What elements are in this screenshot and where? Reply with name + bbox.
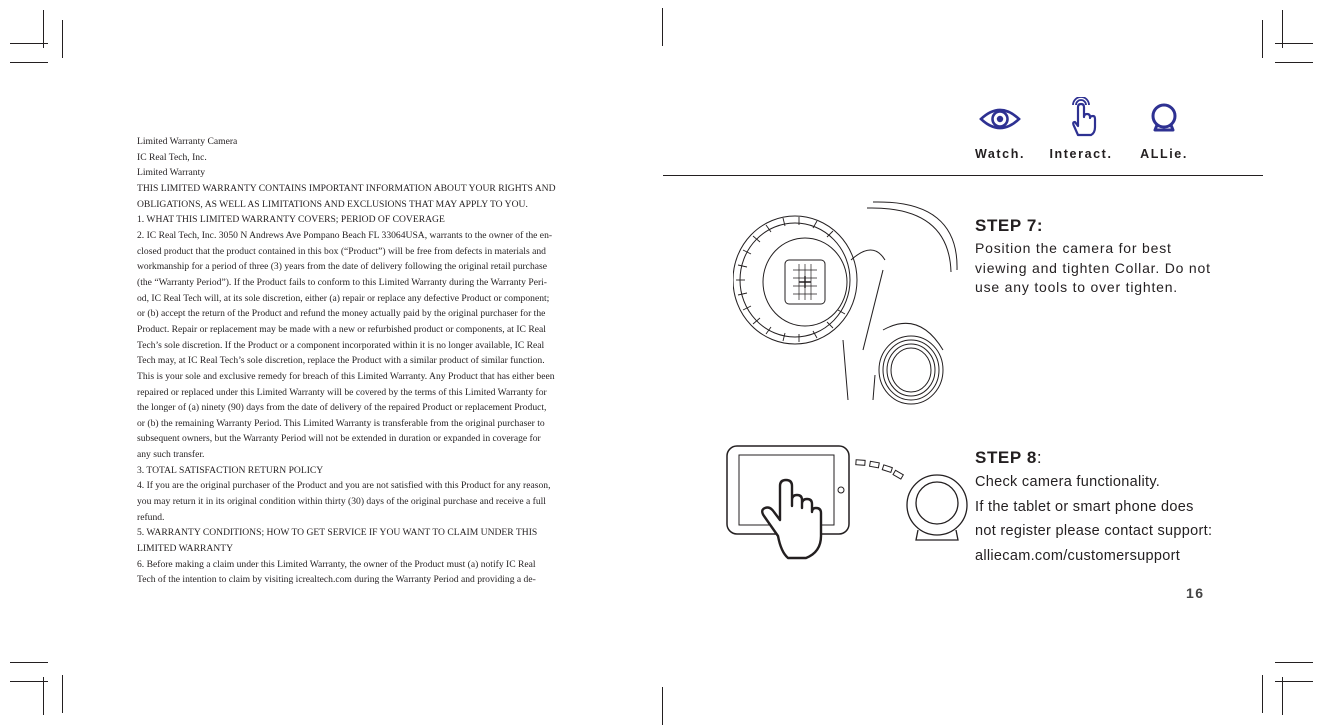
crop-mark — [1262, 675, 1263, 713]
legal-line: Product. Repair or replacement may be made with a new or refurbished product or components, at IC Real — [137, 323, 546, 335]
step-7 — [975, 216, 1275, 298]
page-number: 16 — [1186, 585, 1205, 601]
legal-line: 6. Before making a claim under this Limited Warranty, the owner of the Product must (a) notify IC Real — [137, 558, 536, 570]
crop-mark — [1275, 62, 1313, 63]
legal-line: Tech’s sole discretion. If the Product or a component incorporated within it is no longer available, IC Real — [137, 339, 545, 351]
legal-line: workmanship for a period of three (3) years from the date of delivery following the original retail purchase — [137, 261, 547, 273]
crop-mark — [43, 10, 44, 48]
legal-line: any such transfer. — [137, 449, 205, 461]
legal-line: Tech may, at IC Real Tech’s sole discretion, replace the Product with a similar product of similar function. — [137, 355, 545, 367]
touch-icon — [1060, 97, 1102, 137]
step-8-line: If the tablet or smart phone does — [975, 498, 1194, 515]
legal-line: 3. TOTAL SATISFACTION RETURN POLICY — [137, 464, 324, 476]
legal-line: Limited Warranty Camera — [137, 136, 238, 147]
step-7-instructions: Position the camera for best viewing and tighten Collar. Do not use any tools to over tighten. — [975, 240, 1211, 295]
crop-mark — [1262, 20, 1263, 58]
brand-label: Watch. — [974, 147, 1026, 161]
legal-line: This is your sole and exclusive remedy for breach of this Limited Warranty. Any Product that has either been — [137, 370, 555, 382]
brand-tagline — [960, 97, 1200, 167]
legal-line: closed product that the product contained in this box (“Product”) will be free from defects in materials and — [137, 245, 546, 257]
crop-mark — [1275, 662, 1313, 663]
brand-item-allie — [1124, 97, 1204, 161]
legal-line: 4. If you are the original purchaser of the Product and you are not satisfied with this Product for any reason, — [137, 480, 551, 492]
legal-line: refund. — [137, 511, 165, 523]
crop-mark — [10, 681, 48, 682]
crop-mark — [43, 677, 44, 715]
brand-item-watch — [960, 97, 1040, 161]
step-8 — [975, 448, 1275, 568]
legal-line: or (b) the remaining Warranty Period. This Limited Warranty is transferable from the original purchaser to — [137, 417, 545, 429]
step-8-title-colon: : — [1036, 448, 1043, 467]
brand-label: Interact. — [1049, 147, 1113, 161]
legal-line: Tech of the intention to claim by visiting icrealtech.com during the Warranty Period and providing a de- — [137, 574, 536, 586]
limited-warranty-text — [137, 134, 592, 588]
crop-mark — [1282, 677, 1283, 715]
legal-line: subsequent owners, but the Warranty Period will not be extended in duration or expanded in coverage for — [137, 433, 541, 445]
legal-line: IC Real Tech, Inc. — [137, 151, 207, 163]
legal-line: 5. WARRANTY CONDITIONS; HOW TO GET SERVICE IF YOU WANT TO CLAIM UNDER THIS — [137, 527, 538, 539]
legal-line: repaired or replaced under this Limited Warranty will be covered by the terms of this Limited Warranty for — [137, 386, 547, 398]
step-8-line: not register please contact support: — [975, 523, 1213, 539]
brand-item-interact — [1041, 97, 1121, 161]
crop-mark — [10, 62, 48, 63]
crop-mark — [62, 20, 63, 58]
crop-mark — [662, 8, 663, 46]
legal-line: (the “Warranty Period”). If the Product fails to conform to this Limited Warranty during the Warranty Peri- — [137, 276, 548, 288]
crop-mark — [62, 675, 63, 713]
allie-camera-icon — [1143, 97, 1185, 137]
legal-line: or (b) accept the return of the Product and refund the money actually paid by the original purchaser for the — [137, 308, 546, 320]
legal-line: OBLIGATIONS, AS WELL AS LIMITATIONS AND EXCLUSIONS THAT MAY APPLY TO YOU. — [137, 198, 528, 210]
camera-collar-illustration — [733, 200, 959, 408]
support-url: alliecam.com/customersupport — [975, 547, 1181, 564]
divider — [663, 175, 1263, 176]
brand-label: ALLie. — [1140, 147, 1188, 161]
step-8-title-text: STEP 8 — [975, 448, 1037, 467]
crop-mark — [1275, 681, 1313, 682]
legal-line: 2. IC Real Tech, Inc. 3050 N Andrews Ave Pompano Beach FL 33064USA, warrants to the owner of the en- — [137, 229, 553, 241]
step-8-title — [975, 448, 1275, 468]
step-8-line: Check camera functionality. — [975, 474, 1161, 490]
crop-mark — [10, 662, 48, 663]
legal-line: 1. WHAT THIS LIMITED WARRANTY COVERS; PERIOD OF COVERAGE — [137, 214, 445, 226]
legal-line: od, IC Real Tech will, at its sole discretion, either (a) repair or replace any defective Product or component; — [137, 292, 550, 304]
legal-line: Limited Warranty — [137, 167, 206, 179]
step-8-instructions — [975, 470, 1235, 568]
crop-mark — [662, 687, 663, 725]
legal-line: THIS LIMITED WARRANTY CONTAINS IMPORTANT INFORMATION ABOUT YOUR RIGHTS AND — [137, 182, 556, 194]
crop-mark — [1275, 43, 1313, 44]
tablet-check-illustration — [726, 444, 970, 574]
legal-line: the longer of (a) ninety (90) days from the date of delivery of the repaired Product or replacement Product, — [137, 402, 547, 414]
legal-line: LIMITED WARRANTY — [137, 543, 234, 555]
legal-line: you may return it in its original condition within thirty (30) days of the original purchase and receive a full — [137, 496, 546, 508]
crop-mark — [1282, 10, 1283, 48]
step-7-title: STEP 7: — [975, 216, 1044, 235]
eye-icon — [979, 97, 1021, 137]
